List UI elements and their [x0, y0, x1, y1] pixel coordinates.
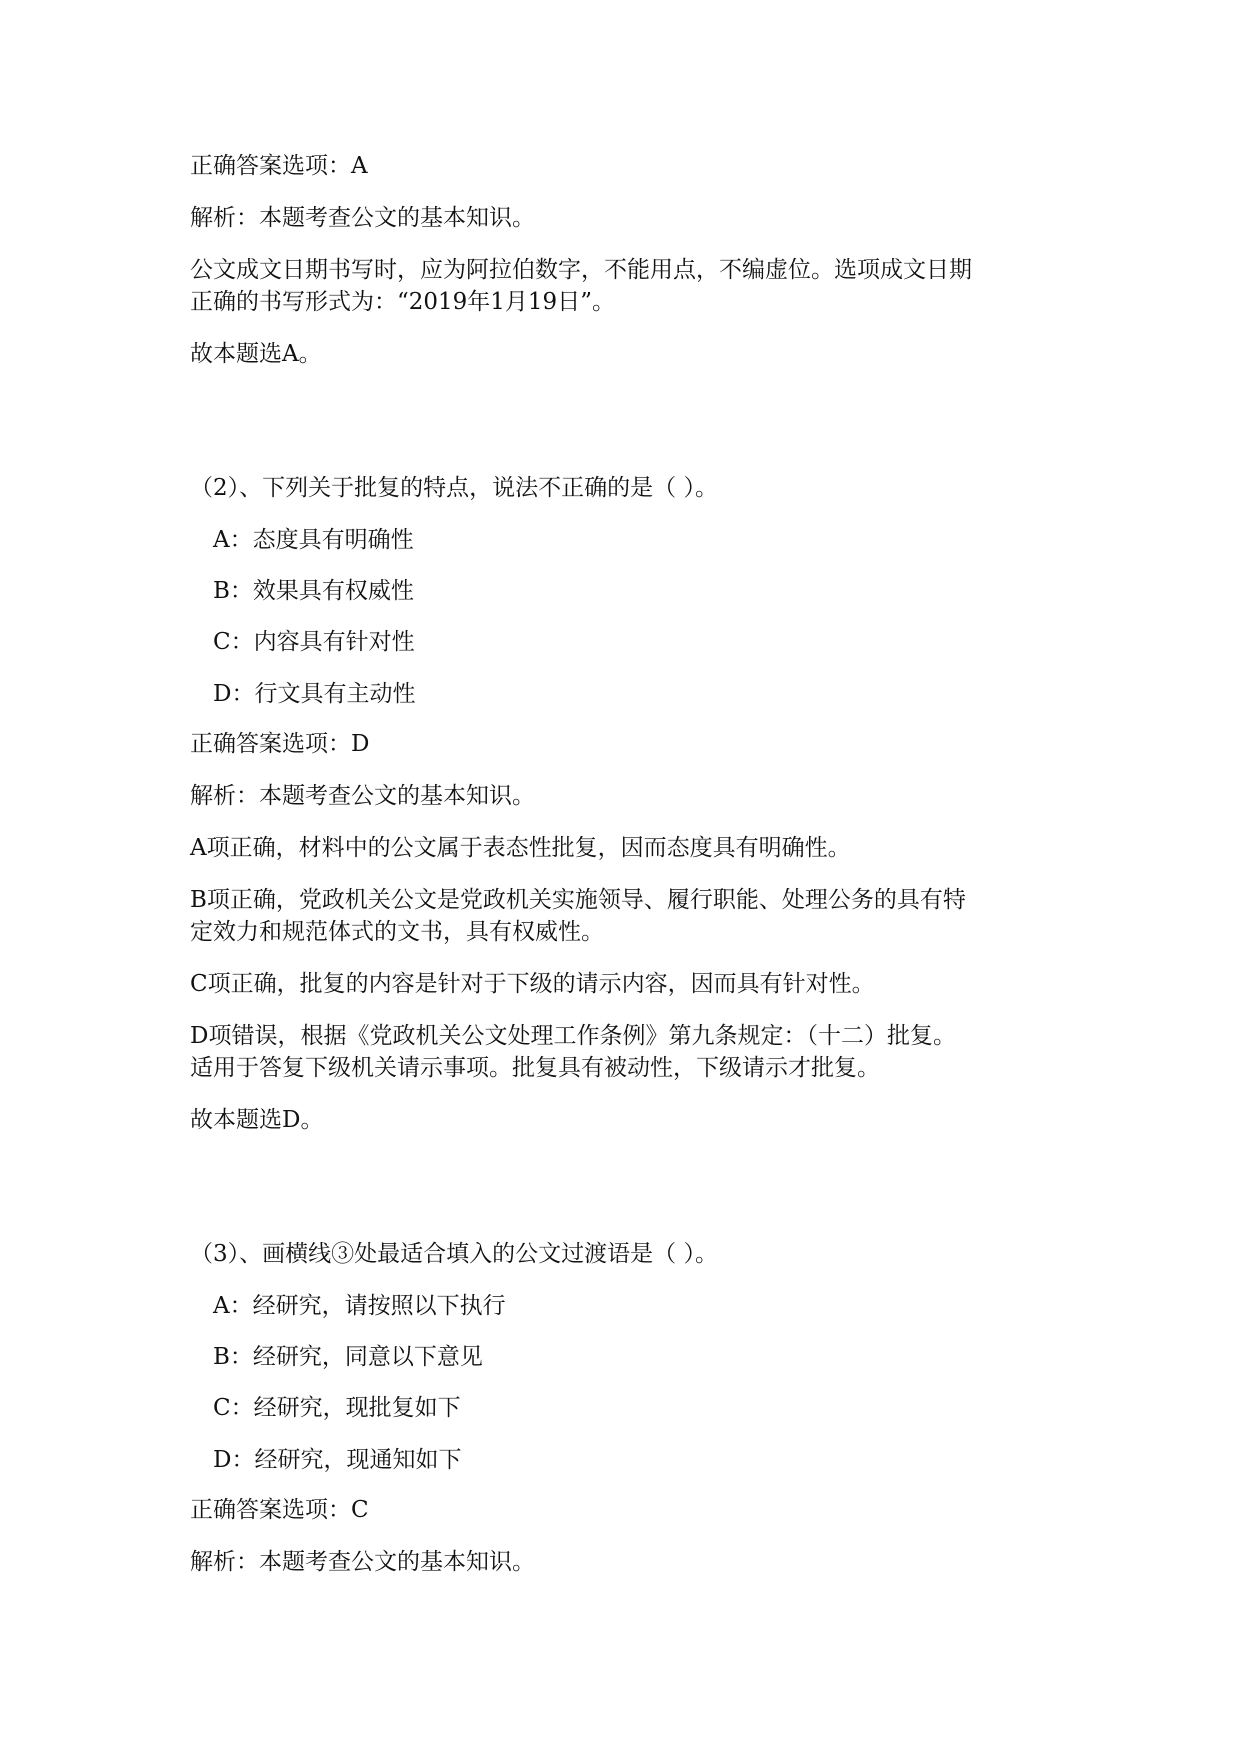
q1-explanation-line-2: 正确的书写形式为：“2019年1月19日”。 — [190, 289, 615, 315]
q3-analysis-label: 解析：本题考查公文的基本知识。 — [190, 1549, 535, 1575]
q2-explanation-d-line-1: D项错误，根据《党政机关公文处理工作条例》第九条规定：（十二）批复。 — [190, 1023, 956, 1049]
q2-explanation-b-line-1: B项正确，党政机关公文是党政机关实施领导、履行职能、处理公务的具有特 — [190, 887, 966, 913]
q3-option-c: C：经研究，现批复如下 — [213, 1395, 461, 1421]
q2-option-d: D：行文具有主动性 — [213, 681, 416, 707]
q1-analysis-label: 解析：本题考查公文的基本知识。 — [190, 205, 535, 231]
q2-explanation-c: C项正确，批复的内容是针对于下级的请示内容，因而具有针对性。 — [190, 971, 875, 997]
q3-option-d: D：经研究，现通知如下 — [213, 1447, 462, 1473]
q2-explanation-a: A项正确，材料中的公文属于表态性批复，因而态度具有明确性。 — [190, 835, 851, 861]
q2-option-c: C：内容具有针对性 — [213, 629, 415, 655]
q1-conclusion: 故本题选A。 — [190, 341, 322, 367]
q2-conclusion: 故本题选D。 — [190, 1107, 324, 1133]
q2-explanation-d-line-2: 适用于答复下级机关请示事项。批复具有被动性，下级请示才批复。 — [190, 1055, 880, 1081]
q2-analysis-label: 解析：本题考查公文的基本知识。 — [190, 783, 535, 809]
q3-option-a: A：经研究，请按照以下执行 — [213, 1293, 506, 1319]
q3-answer: 正确答案选项：C — [190, 1497, 369, 1523]
q2-explanation-b-line-2: 定效力和规范体式的文书，具有权威性。 — [190, 919, 604, 945]
q1-answer: 正确答案选项：A — [190, 153, 368, 179]
q3-question: （3）、画横线③处最适合填入的公文过渡语是（ ）。 — [190, 1241, 718, 1267]
q2-answer: 正确答案选项：D — [190, 731, 370, 757]
q2-option-b: B：效果具有权威性 — [213, 578, 414, 604]
q1-explanation-line-1: 公文成文日期书写时，应为阿拉伯数字，不能用点，不编虚位。选项成文日期 — [190, 257, 972, 283]
q3-option-b: B：经研究，同意以下意见 — [213, 1344, 483, 1370]
q2-option-a: A：态度具有明确性 — [213, 527, 414, 553]
q2-question: （2）、下列关于批复的特点，说法不正确的是（ ）。 — [190, 475, 718, 501]
